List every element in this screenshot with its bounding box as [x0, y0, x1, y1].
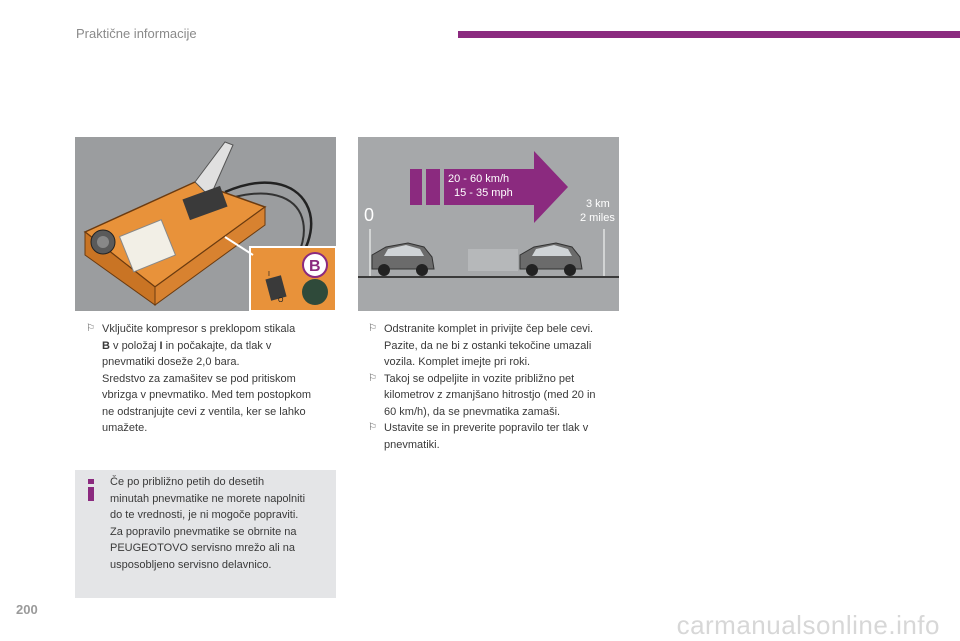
- instruction-line: pnevmatiki doseže 2,0 bara.: [102, 356, 240, 368]
- info-note-text: [110, 474, 334, 573]
- left-instructions: [86, 321, 341, 437]
- pointing-hand-icon: ⚐: [368, 422, 377, 433]
- header-accent-bar: [458, 31, 960, 38]
- car-start: [372, 243, 434, 276]
- list-item: [368, 371, 630, 421]
- distance-km-label: 3 km: [586, 198, 610, 210]
- switch-mark-o: O: [278, 297, 284, 304]
- switch-mark-i: I: [268, 271, 270, 278]
- driving-speed-drawing: [358, 137, 619, 311]
- info-line: do te vrednosti, je ni mogoče popraviti.: [110, 509, 299, 521]
- pointing-hand-icon: ⚐: [368, 372, 377, 384]
- instruction-line: kilometrov z zmanjšano hitrostjo (med 20 in: [384, 389, 596, 401]
- instruction-line: ne odstranjujte cevi z ventila, ker se lahko: [102, 405, 306, 418]
- instruction-line: Pazite, da ne bi z ostanki tekočine umazali: [384, 339, 592, 352]
- instruction-line: umažete.: [102, 422, 148, 434]
- info-line: Za popravilo pnevmatike se obrnite na: [110, 525, 297, 538]
- pointing-hand-icon: ⚐: [86, 323, 95, 334]
- list-item: [86, 321, 341, 437]
- instruction-text: v položaj: [109, 339, 160, 352]
- info-line: Če po približno petih do desetih: [110, 476, 265, 488]
- info-line: minutah pnevmatike ne morete napolniti: [110, 492, 306, 505]
- driving-speed-illustration: [358, 137, 619, 311]
- page-title: Praktične informacije: [76, 26, 197, 41]
- speed-kmh-label: 20 - 60 km/h: [448, 173, 510, 185]
- info-line: PEUGEOTOVO servisno mrežo ali na: [110, 542, 296, 554]
- right-instructions: [368, 321, 630, 453]
- page-number: 200: [16, 602, 38, 617]
- list-item: [368, 420, 630, 453]
- instruction-line: Vključite kompresor s preklopom stikala: [102, 323, 296, 335]
- instruction-line: Odstranite komplet in privijte čep bele cevi.: [384, 323, 594, 335]
- position-i-inline: I: [159, 339, 163, 352]
- car-moving: [520, 243, 582, 276]
- compressor-kit-illustration: [75, 137, 336, 311]
- info-note-box: [75, 470, 336, 598]
- switch-b-inline: B: [102, 339, 110, 352]
- compressor-kit-drawing: [75, 137, 336, 311]
- start-marker-label: 0: [364, 205, 375, 225]
- instruction-line: vozila. Komplet imejte pri roki.: [384, 356, 531, 368]
- speed-mph-label: 15 - 35 mph: [454, 187, 513, 199]
- instruction-line: Takoj se odpeljite in vozite približno pet: [384, 372, 575, 385]
- pointing-hand-icon: ⚐: [368, 323, 377, 334]
- instruction-line: Sredstvo za zamašitev se pod pritiskom: [102, 372, 296, 385]
- distance-miles-label: 2 miles: [580, 212, 615, 224]
- instruction-line: 60 km/h), da se pnevmatika zamaši.: [384, 405, 561, 418]
- list-item: [368, 321, 630, 371]
- instruction-line: vbrizga v pnevmatiko. Med tem postopkom: [102, 389, 312, 401]
- switch-label-b: B: [309, 258, 321, 275]
- instruction-line: Ustavite se in preverite popravilo ter tlak v: [384, 422, 589, 434]
- watermark: carmanualsonline.info: [676, 610, 940, 640]
- instruction-text: in počakajte, da tlak v: [162, 339, 272, 352]
- info-line: usposobljeno servisno delavnico.: [110, 558, 272, 571]
- instruction-line: [102, 338, 341, 355]
- instruction-line: pnevmatiki.: [384, 438, 440, 451]
- info-icon: [84, 479, 98, 501]
